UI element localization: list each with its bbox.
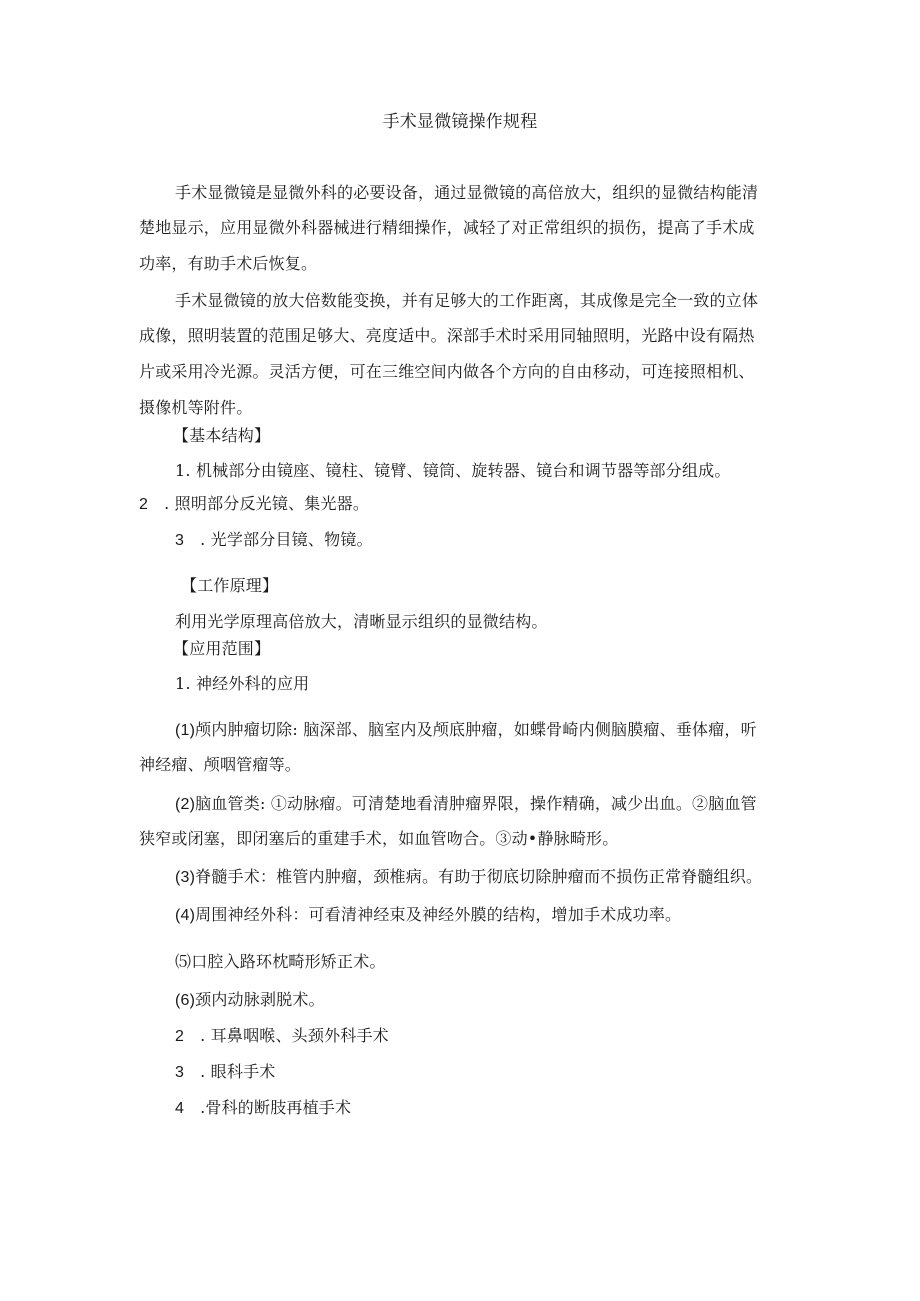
- application-heading: 【应用范围】: [173, 639, 271, 658]
- application-item-4: [175, 1098, 351, 1119]
- structure-heading: 【基本结构】: [173, 426, 271, 445]
- document-title: 手术显微镜操作规程: [382, 112, 538, 132]
- intro-paragraph-2-line-3: 片或采用冷光源。灵活方便，可在三维空间内做各个方向的自由移动，可连接照相机、: [139, 362, 755, 381]
- application-item-4-number: 4: [175, 1100, 185, 1117]
- application-item-4-text: .骨科的断肢再植手术: [200, 1098, 352, 1117]
- application-sub-2-line-1: [175, 794, 757, 815]
- application-sub-2-number: (2): [175, 796, 196, 813]
- structure-item-2-text: . 照明部分反光镜、集光器。: [164, 494, 370, 513]
- intro-paragraph-2-line-1: 手术显微镜的放大倍数能变换，并有足够大的工作距离，其成像是完全一致的立体: [175, 291, 759, 310]
- application-sub-1-line-1: [175, 720, 757, 741]
- structure-item-2-number: 2: [139, 496, 149, 513]
- application-item-3: [175, 1062, 275, 1083]
- application-sub-6-number: (6): [175, 992, 196, 1009]
- structure-item-2: [139, 494, 369, 515]
- structure-item-1: 1. 机械部分由镜座、镜柱、镜臂、镜筒、旋转器、镜台和调节器等部分组成。: [175, 461, 731, 480]
- application-sub-1-line-2: 神经瘤、颅咽管瘤等。: [139, 755, 302, 774]
- application-sub-3-number: (3): [175, 869, 196, 886]
- application-sub-4-text: 周围神经外科：可看清神经束及神经外膜的结构，增加手术成功率。: [195, 905, 682, 924]
- intro-paragraph-2-line-4: 摄像机等附件。: [139, 398, 253, 417]
- application-sub-6-text: 颈内动脉剥脱术。: [195, 990, 325, 1009]
- principle-text: 利用光学原理高倍放大，清晰显示组织的显微结构。: [175, 612, 548, 631]
- application-sub-2-text: 脑血管类: ①动脉瘤。可清楚地看清肿瘤界限，操作精确，减少出血。②脑血管: [195, 794, 757, 813]
- structure-item-3-number: 3: [175, 532, 185, 549]
- application-item-3-number: 3: [175, 1064, 185, 1081]
- application-sub-3-text: 脊髓手术：椎管内肿瘤，颈椎病。有助于彻底切除肿瘤而不损伤正常脊髓组织。: [195, 867, 763, 886]
- application-item-3-text: . 眼科手术: [200, 1062, 276, 1081]
- application-sub-5: ⑸口腔入路环枕畸形矫正术。: [175, 952, 386, 971]
- intro-paragraph-1-line-3: 功率，有助手术后恢复。: [139, 254, 318, 273]
- application-item-2-text: . 耳鼻咽喉、头颈外科手术: [200, 1026, 389, 1045]
- application-sub-4: [175, 905, 681, 926]
- application-sub-1-number: (1): [175, 722, 196, 739]
- application-sub-6: [175, 990, 325, 1011]
- structure-item-3-text: . 光学部分目镜、物镜。: [200, 530, 373, 549]
- application-item-1: 1. 神经外科的应用: [175, 674, 310, 693]
- application-item-2-number: 2: [175, 1028, 185, 1045]
- intro-paragraph-2-line-2: 成像，照明装置的范围足够大、亮度适中。深部手术时采用同轴照明，光路中设有隔热: [139, 326, 755, 345]
- structure-item-3: [175, 530, 373, 551]
- application-sub-3: [175, 867, 762, 888]
- application-sub-1-text: 颅内肿瘤切除: 脑深部、脑室内及颅底肿瘤，如蝶骨崎内侧脑膜瘤、垂体瘤，听: [195, 720, 757, 739]
- intro-paragraph-1-line-1: 手术显微镜是显微外科的必要设备，通过显微镜的高倍放大，组织的显微结构能清: [175, 183, 759, 202]
- principle-heading: 【工作原理】: [181, 576, 279, 595]
- application-sub-2-line-2: 狭窄或闭塞，即闭塞后的重建手术，如血管吻合。③动•静脉畸形。: [139, 829, 619, 848]
- intro-paragraph-1-line-2: 楚地显示，应用显微外科器械进行精细操作，减轻了对正常组织的损伤，提高了手术成: [139, 218, 755, 237]
- application-sub-4-number: (4): [175, 907, 196, 924]
- application-item-2: [175, 1026, 389, 1047]
